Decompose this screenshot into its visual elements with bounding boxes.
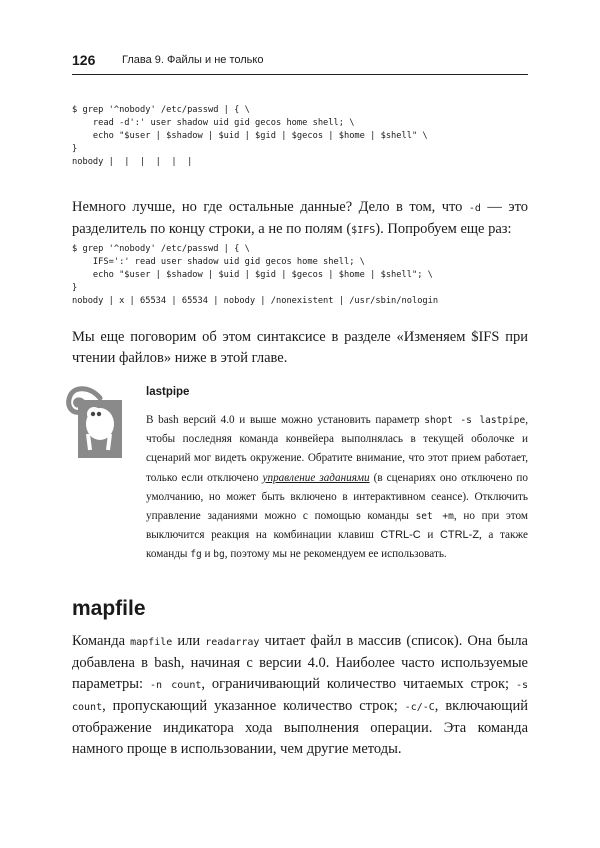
text: В bash версий 4.0 и выше можно установить параметр xyxy=(146,414,425,426)
text: и xyxy=(201,548,214,561)
header-rule xyxy=(72,74,528,75)
note-title: lastpipe xyxy=(146,386,190,398)
text: , пропускающий указанное количество строк; xyxy=(102,698,405,714)
lemur-icon xyxy=(64,384,126,462)
chapter-title: Глава 9. Файлы и не только xyxy=(122,54,264,66)
inline-code: bg xyxy=(213,549,225,561)
section-title: mapfile xyxy=(72,597,146,620)
inline-code: -s count xyxy=(72,680,528,713)
emphasis: управление заданиями xyxy=(262,471,370,484)
paragraph-1 xyxy=(72,197,528,241)
page-number: 126 xyxy=(72,52,96,68)
text: — это разделитель по концу строки, а не по полям ( xyxy=(72,199,528,237)
paragraph-2: Мы еще поговорим об этом синтаксисе в разделе «Изменяем $IFS при чтении файлов» ниже в этой главе. xyxy=(72,329,528,366)
inline-code: readarray xyxy=(205,637,260,648)
inline-code: shopt -s lastpipe xyxy=(424,415,526,426)
text: или xyxy=(172,633,206,649)
inline-code: -d xyxy=(468,203,481,214)
inline-code: fg xyxy=(190,549,202,561)
text: , ограничивающий количество читаемых строк; xyxy=(201,676,516,692)
page-header xyxy=(72,52,528,72)
key-combo: CTRL-C xyxy=(380,529,421,542)
inline-code: $IFS xyxy=(351,225,376,236)
inline-code: -n count xyxy=(149,680,202,691)
text: , включающий отображение индикатора хода выполнения операции. Эта команда намного проще в использовании, чем другие методы. xyxy=(72,698,528,757)
text: , а также команды xyxy=(146,529,528,561)
text: Команда xyxy=(72,633,131,649)
code-block-1: $ grep '^nobody' /etc/passwd | { \ read -d':' user shadow uid gid gecos home shell; \ echo "$user | $shadow | $uid | $gid | $gecos | $home | $shell" \ } nobody | | | | | | xyxy=(72,105,428,167)
inline-code: set +m xyxy=(415,511,454,523)
text: и xyxy=(420,529,440,542)
text: , чтобы последняя команда конвейера выполнялась в текущей оболочке и сценарий мог видеть окружение. Обратите внимание, что этот прием работает, только если отключено xyxy=(146,414,529,484)
text: читает файл в массив (список). Она была добавлена в bash, начиная с версии 4.0. Наиболее часто используемые параметры: xyxy=(72,633,528,692)
code-block-2: $ grep '^nobody' /etc/passwd | { \ IFS=':' read user shadow uid gid gecos home shell; \ echo "$user | $shadow | $uid | $gid | $gecos | $home | $shell"; \ } nobody | x | 65534 | 65534 | nobody | /nonexistent | /usr/sbin/nologin xyxy=(72,244,439,306)
text: , поэтому мы не рекомендуем ее использовать. xyxy=(224,548,447,561)
key-combo: CTRL-Z xyxy=(439,529,480,542)
paragraph-3 xyxy=(72,631,528,760)
text: (в сценариях оно отключено по умолчанию, но может быть включено в интерактивном сеансе). Отключить управление заданиями можно с помощью команды xyxy=(146,471,528,523)
text: ). Попробуем еще раз: xyxy=(375,221,512,237)
inline-code: -c/-C xyxy=(404,702,435,713)
note-body xyxy=(146,411,528,565)
inline-code: mapfile xyxy=(130,637,173,648)
text: Немного лучше, но где остальные данные? Дело в том, что xyxy=(72,199,469,215)
text: , но при этом выключится реакция на комбинации клавиш xyxy=(146,510,528,542)
